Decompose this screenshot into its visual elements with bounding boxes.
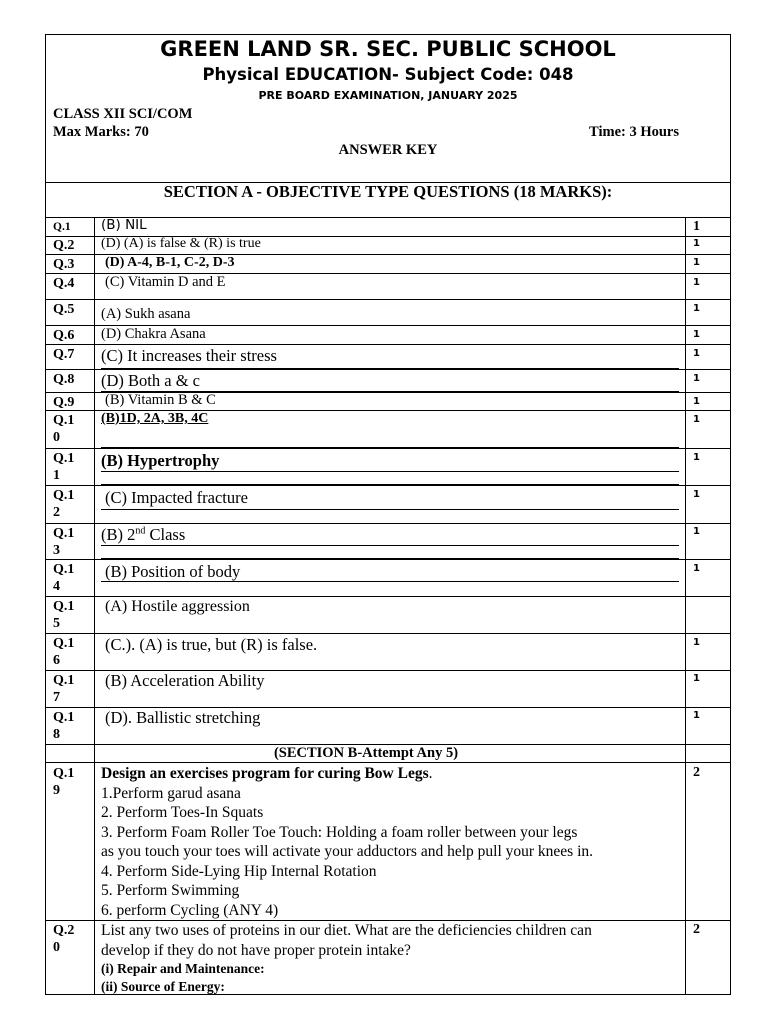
- answer-key-page: [45, 34, 731, 995]
- marks-value: 1: [693, 637, 700, 648]
- question-number: Q.8: [53, 372, 75, 387]
- answer-superscript: nd: [135, 525, 146, 537]
- row-divider: [46, 448, 730, 449]
- answer-underline: [101, 471, 679, 472]
- question-number-part: Q.2: [53, 923, 75, 938]
- answer-underline: [101, 484, 679, 485]
- answer-text-part: Class: [145, 525, 186, 544]
- marks-value: 1: [693, 329, 700, 340]
- question-number: [53, 672, 93, 706]
- question-number: [53, 412, 93, 446]
- marks-value: 1: [693, 673, 700, 684]
- answer-text: (D) (A) is false & (R) is true: [101, 236, 261, 251]
- answer-line: 4. Perform Side-Lying Hip Internal Rotation: [101, 862, 377, 880]
- answer-point: (ii) Source of Energy:: [101, 979, 225, 994]
- question-number: [53, 561, 93, 595]
- marks-value: 1: [693, 710, 700, 721]
- subject-title: Physical EDUCATION- Subject Code: 048: [202, 65, 574, 84]
- question-number-part: Q.1: [53, 766, 75, 781]
- answer-text: [101, 525, 185, 545]
- question-number-part: Q.1: [53, 636, 75, 651]
- max-marks: Max Marks: 70: [53, 124, 149, 140]
- question-number: Q.7: [53, 347, 75, 362]
- answer-line: as you touch your toes will activate your adductors and help pull your knees in.: [101, 843, 594, 860]
- question-number: Q.2: [53, 238, 75, 253]
- row-divider: [46, 762, 730, 763]
- section-a-header: [46, 182, 730, 218]
- question-number: [53, 765, 93, 799]
- answer-key-title: ANSWER KEY: [338, 142, 438, 158]
- row-divider: [46, 633, 730, 634]
- question-number-part: 2: [53, 505, 60, 520]
- answer-underline: [101, 558, 679, 559]
- question-number: Q.3: [53, 257, 75, 272]
- school-name: GREEN LAND SR. SEC. PUBLIC SCHOOL: [160, 37, 616, 61]
- row-divider: [46, 344, 730, 345]
- question-number-part: 4: [53, 579, 60, 594]
- marks-value: 1: [693, 489, 700, 500]
- question-number: [53, 487, 93, 521]
- answer-underline: [101, 447, 679, 448]
- question-number-part: Q.1: [53, 526, 75, 541]
- answer-text: (B) Acceleration Ability: [105, 671, 265, 690]
- question-number-part: Q.1: [53, 451, 75, 466]
- answer-text: (D) Both a & c: [101, 371, 200, 390]
- section-a-title: SECTION A - OBJECTIVE TYPE QUESTIONS (18 MARKS):: [163, 182, 613, 201]
- question-number: Q.4: [53, 276, 75, 291]
- section-b-title: (SECTION B-Attempt Any 5): [273, 745, 459, 761]
- answer-text: (A) Sukh asana: [101, 306, 191, 322]
- question-number: [53, 635, 93, 669]
- column-divider-question: [94, 218, 95, 994]
- marks-value: 2: [693, 922, 700, 937]
- answer-point: (i) Repair and Maintenance:: [101, 961, 265, 976]
- exam-title: PRE BOARD EXAMINATION, JANUARY 2025: [258, 89, 518, 102]
- question-number-part: 6: [53, 653, 60, 668]
- class-label: CLASS XII SCI/COM: [53, 106, 193, 122]
- marks-value: 2: [693, 765, 700, 780]
- answer-underline: [101, 509, 679, 510]
- marks-value: 1: [693, 257, 700, 268]
- question-number: [53, 450, 93, 484]
- question-number: Q.1: [53, 221, 71, 233]
- question-number-part: Q.1: [53, 599, 75, 614]
- answer-underline: [101, 368, 679, 369]
- question-text-end: .: [428, 765, 433, 782]
- answer-block: [101, 921, 681, 996]
- exam-time: Time: 3 Hours: [589, 124, 679, 140]
- question-number: [53, 525, 93, 559]
- question-number: [53, 598, 93, 632]
- marks-value: 1: [693, 219, 700, 234]
- answer-text: (B) Hypertrophy: [101, 451, 220, 470]
- row-divider: [46, 596, 730, 597]
- answer-line: 5. Perform Swimming: [101, 882, 240, 899]
- question-number-part: Q.1: [53, 673, 75, 688]
- question-number-part: 9: [53, 783, 60, 798]
- question-number: [53, 709, 93, 743]
- marks-value: 1: [693, 563, 700, 574]
- column-divider-marks: [685, 218, 686, 994]
- answer-text: (B)1D, 2A, 3B, 4C: [101, 411, 209, 426]
- marks-value: 1: [693, 396, 700, 407]
- question-number-part: 0: [53, 940, 60, 955]
- answer-text: (D). Ballistic stretching: [105, 708, 261, 727]
- question-number-part: Q.1: [53, 488, 75, 503]
- answer-text-part: (B) 2: [101, 525, 136, 544]
- question-text-line: [101, 764, 681, 784]
- row-divider: [46, 559, 730, 560]
- answer-block: [101, 764, 681, 920]
- marks-value: 1: [693, 277, 700, 288]
- answer-underline: [101, 545, 679, 546]
- question-number-part: 5: [53, 616, 60, 631]
- header: [46, 35, 730, 183]
- question-number-part: 0: [53, 430, 60, 445]
- question-number: [53, 922, 93, 956]
- question-number: Q.5: [53, 302, 75, 317]
- answer-text: (B) Position of body: [105, 562, 241, 581]
- answer-text: (C.). (A) is true, but (R) is false.: [105, 635, 318, 654]
- question-text: Design an exercises program for curing Bow Legs: [101, 765, 429, 782]
- answer-text: (C) Vitamin D and E: [105, 274, 226, 290]
- answer-text: (C) It increases their stress: [101, 346, 277, 365]
- marks-value: 1: [693, 238, 700, 249]
- answer-text: (D) Chakra Asana: [101, 326, 206, 342]
- question-number: Q.9: [53, 395, 75, 410]
- answer-text: (B) NIL: [101, 217, 147, 233]
- question-number-part: Q.1: [53, 562, 75, 577]
- marks-value: 1: [693, 303, 700, 314]
- question-number-part: 1: [53, 468, 60, 483]
- question-number-part: 8: [53, 727, 60, 742]
- answer-line: 6. perform Cycling (ANY 4): [101, 901, 279, 919]
- question-number-part: 3: [53, 543, 60, 558]
- row-divider: [46, 299, 730, 300]
- answer-text: (C) Impacted fracture: [105, 488, 248, 507]
- question-number-part: Q.1: [53, 710, 75, 725]
- row-divider: [46, 523, 730, 524]
- question-number: Q.6: [53, 328, 75, 343]
- marks-value: 1: [693, 373, 700, 384]
- answer-text: (A) Hostile aggression: [105, 598, 250, 615]
- row-divider: [46, 485, 730, 486]
- question-text-line: develop if they do not have proper protein intake?: [101, 941, 411, 959]
- question-number-part: 7: [53, 690, 60, 705]
- answer-line: 3. Perform Foam Roller Toe Touch: Holding a foam roller between your legs: [101, 823, 578, 841]
- marks-value: 1: [693, 348, 700, 359]
- marks-value: 1: [693, 452, 700, 463]
- answer-line: 2. Perform Toes-In Squats: [101, 804, 264, 821]
- answer-text: (B) Vitamin B & C: [105, 392, 216, 408]
- answer-text: (D) A-4, B-1, C-2, D-3: [105, 255, 235, 270]
- question-text-line: List any two uses of proteins in our diet. What are the deficiencies children can: [101, 922, 592, 939]
- question-number-part: Q.1: [53, 413, 75, 428]
- marks-value: 1: [693, 526, 700, 537]
- marks-value: 1: [693, 414, 700, 425]
- row-divider: [46, 369, 730, 370]
- answer-line: 1.Perform garud asana: [101, 784, 241, 802]
